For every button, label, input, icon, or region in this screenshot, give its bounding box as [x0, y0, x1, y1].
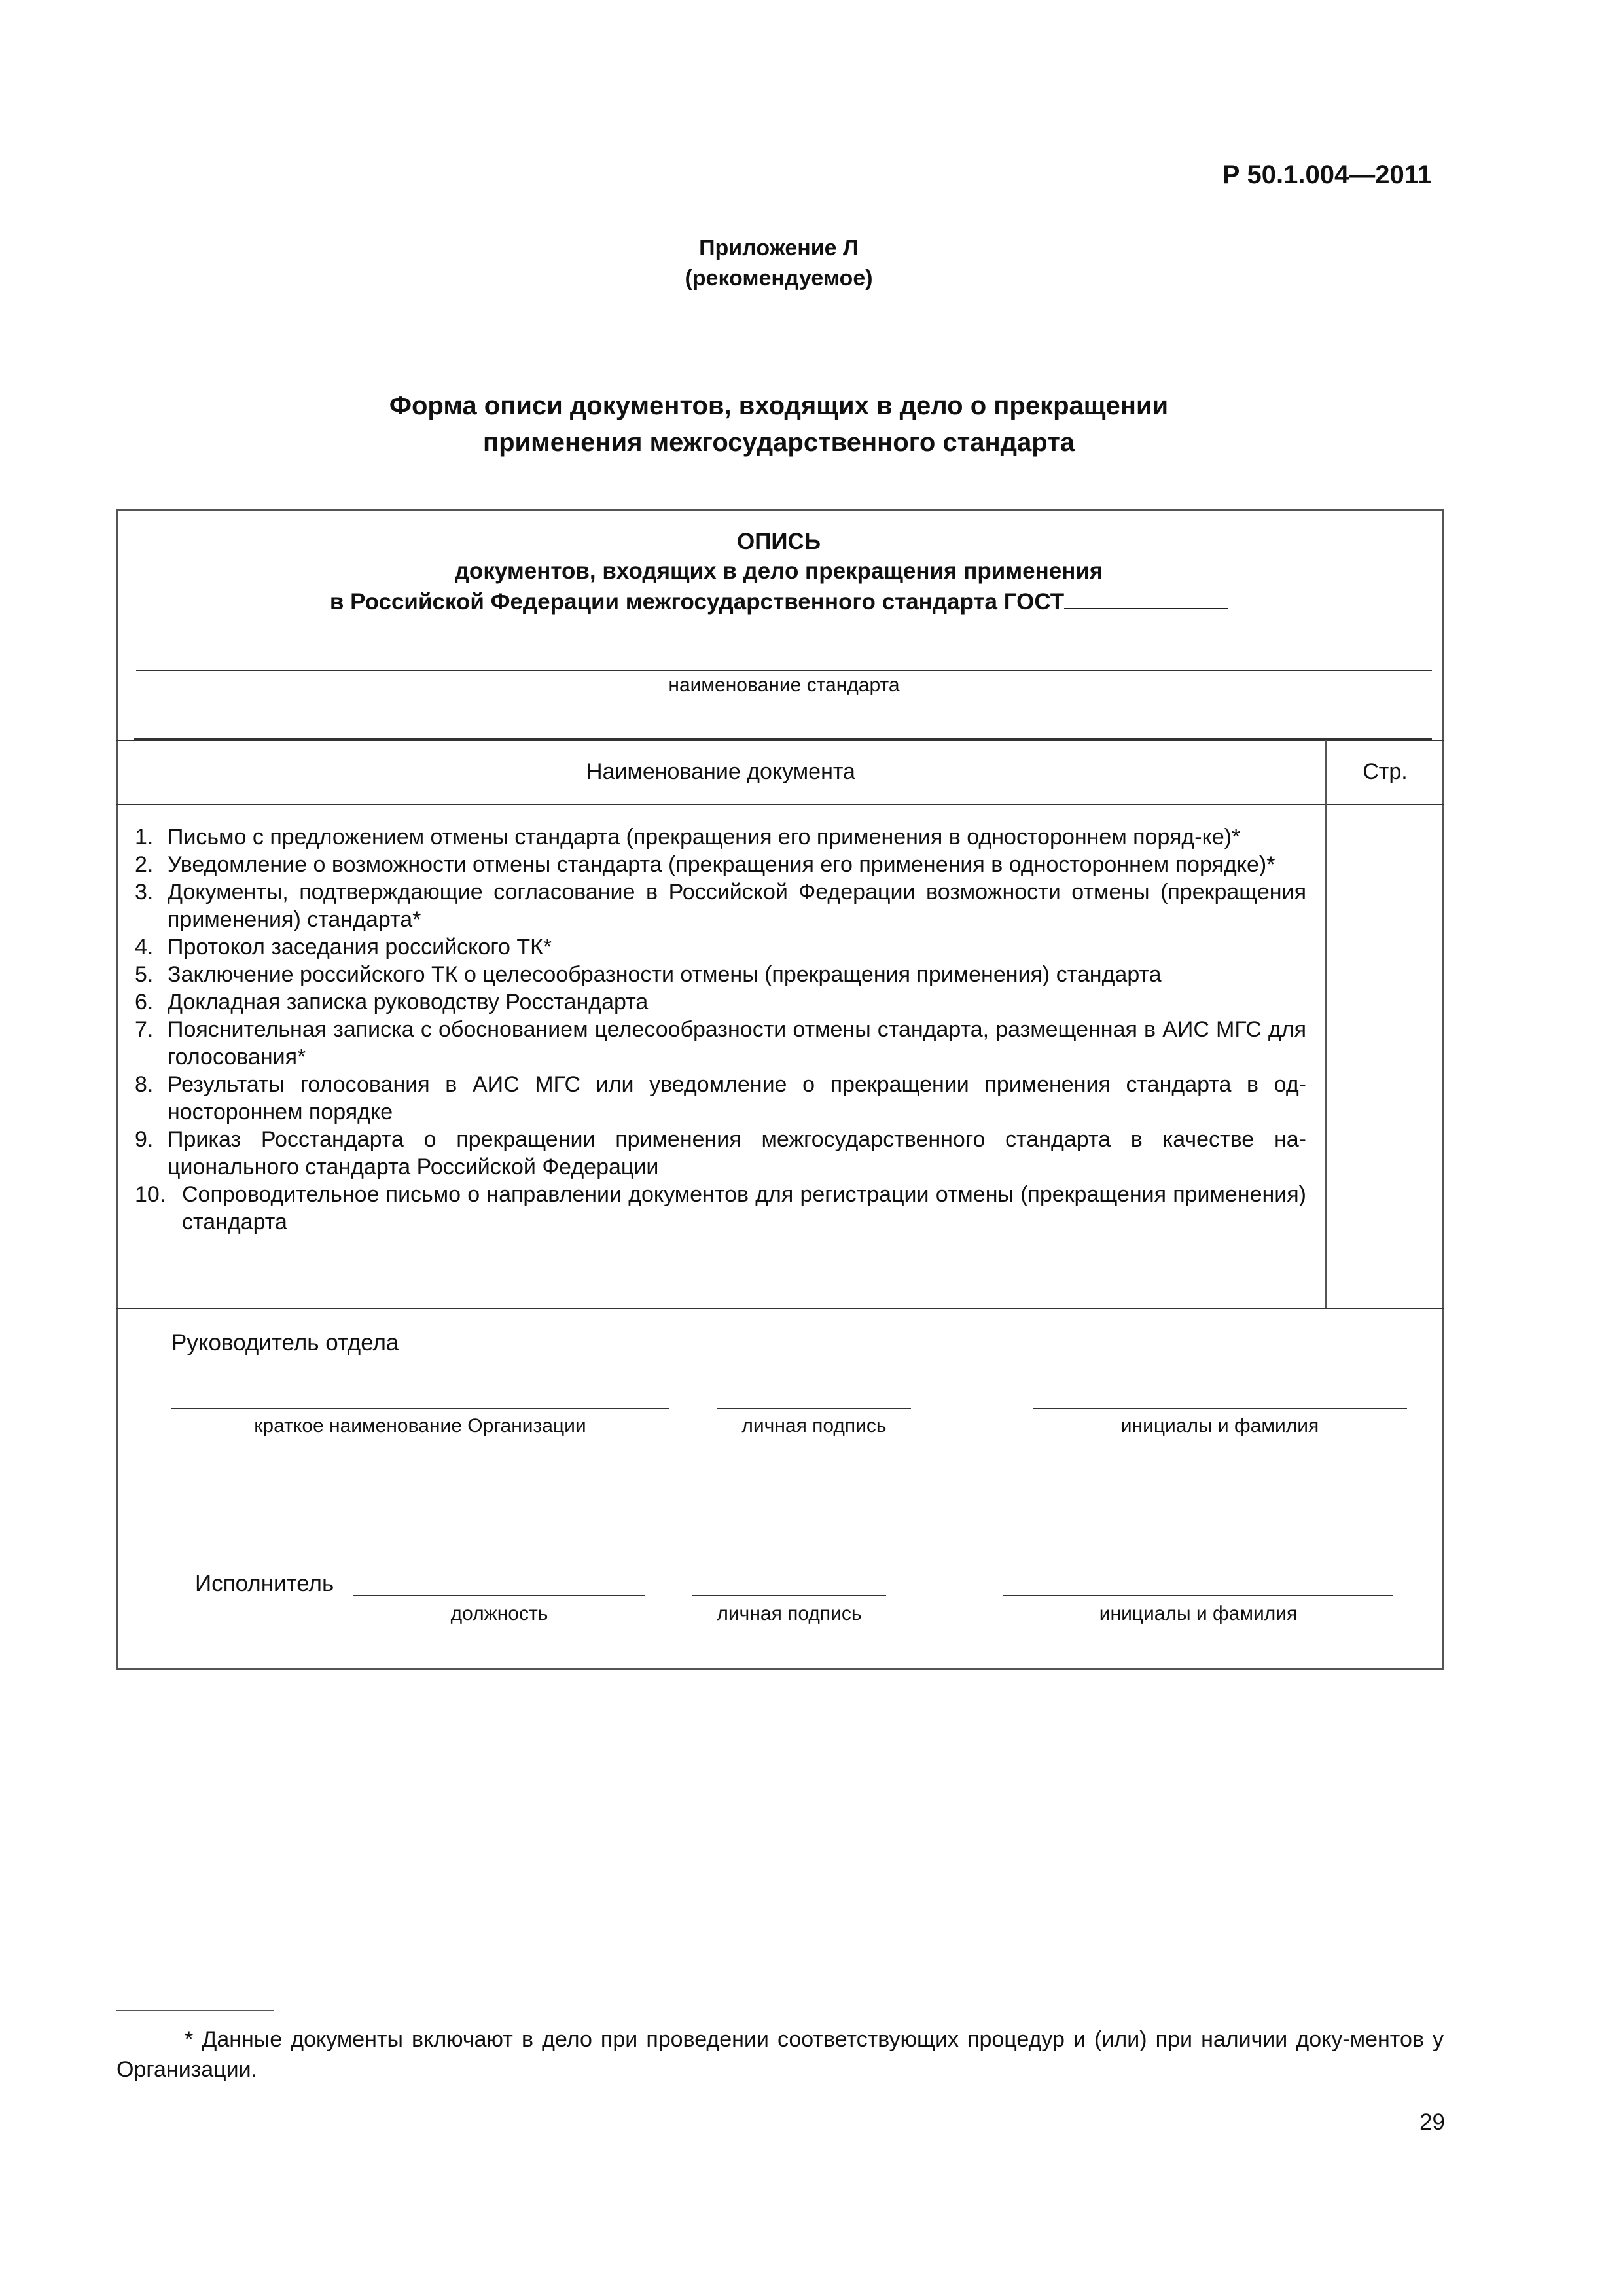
organization-name-caption: краткое наименование Организации	[254, 1415, 586, 1437]
executor-position-field[interactable]	[353, 1595, 645, 1596]
appendix-title: Приложение Л	[699, 236, 859, 260]
inventory-heading-title: ОПИСЬ	[737, 529, 821, 554]
list-item: 5. Заключение российского ТК о целесообразности отмены (прекращения применения) стандарта	[135, 962, 1162, 987]
list-item: 6. Докладная записка руководству Росстандарта	[135, 990, 649, 1014]
form-title-line-1: Форма описи документов, входящих в дело о прекращении	[389, 391, 1169, 420]
list-item: 10. Сопроводительное письмо о направлении документов для регистрации отмены (прекращения применения) стандарта	[135, 1182, 1306, 1234]
inventory-heading	[0, 527, 1558, 617]
footnote: * Данные документы включают в дело при проведении соответствующих процедур и (или) при наличии доку-ментов у Организации.	[116, 2027, 1444, 2082]
document-list	[135, 823, 1306, 1236]
executor-name-caption: инициалы и фамилия	[1099, 1603, 1298, 1624]
list-item: 7. Пояснительная записка с обоснованием целесообразности отмены стандарта, размещенная в АИС МГС для голосования*	[135, 1017, 1306, 1069]
page-number: 29	[1419, 2109, 1445, 2135]
list-item: 9. Приказ Росстандарта о прекращении применения межгосударственного стандарта в качестве на-ционального стандарта Российской Федерации	[135, 1127, 1306, 1179]
head-name-field[interactable]	[1033, 1408, 1407, 1409]
list-item: 3. Документы, подтверждающие согласование в Российской Федерации возможности отмены (прекращения применения) стандарта*	[135, 880, 1306, 932]
head-name-caption: инициалы и фамилия	[1120, 1415, 1319, 1437]
table-header-border	[116, 804, 1444, 805]
standard-name-caption: наименование стандарта	[668, 674, 900, 696]
footnote-rule	[116, 2010, 274, 2011]
head-of-department-label: Руководитель отдела	[171, 1330, 399, 1355]
appendix-heading	[0, 233, 1558, 293]
inventory-heading-line-1: документов, входящих в дело прекращения применения	[454, 558, 1103, 584]
organization-name-field[interactable]	[171, 1408, 669, 1409]
inventory-heading-line-2	[0, 586, 1558, 617]
document-code: Р 50.1.004—2011	[1222, 160, 1432, 189]
head-signature-caption: личная подпись	[741, 1415, 887, 1437]
executor-name-field[interactable]	[1003, 1595, 1393, 1596]
head-signature-field[interactable]	[717, 1408, 911, 1409]
table-bottom-border	[116, 1308, 1444, 1309]
list-item: 1. Письмо с предложением отмены стандарта (прекращения его применения в одностороннем поряд-ке)*	[135, 825, 1241, 850]
table-top-border	[116, 740, 1444, 741]
list-item: 8. Результаты голосования в АИС МГС или уведомление о прекращении применения стандарта в од-ностороннем порядке	[135, 1072, 1306, 1124]
executor-signature-caption: личная подпись	[717, 1603, 862, 1624]
column-header-page: Стр.	[1363, 759, 1408, 784]
table-column-divider	[1325, 740, 1327, 1308]
executor-label: Исполнитель	[195, 1571, 334, 1596]
appendix-subtitle: (рекомендуемое)	[685, 266, 873, 291]
gost-number-field[interactable]	[1064, 586, 1228, 609]
inventory-heading-line-2-text: в Российской Федерации межгосударственного стандарта ГОСТ	[329, 589, 1065, 615]
standard-name-field[interactable]	[136, 670, 1432, 671]
executor-position-caption: должность	[450, 1603, 548, 1624]
form-title	[0, 387, 1558, 461]
executor-signature-field[interactable]	[692, 1595, 886, 1596]
column-header-document: Наименование документа	[586, 759, 855, 784]
form-title-line-2: применения межгосударственного стандарта	[482, 428, 1075, 457]
list-item: 4. Протокол заседания российского ТК*	[135, 935, 552, 960]
list-item: 2. Уведомление о возможности отмены стандарта (прекращения его применения в одностороннем порядке)*	[135, 852, 1275, 877]
